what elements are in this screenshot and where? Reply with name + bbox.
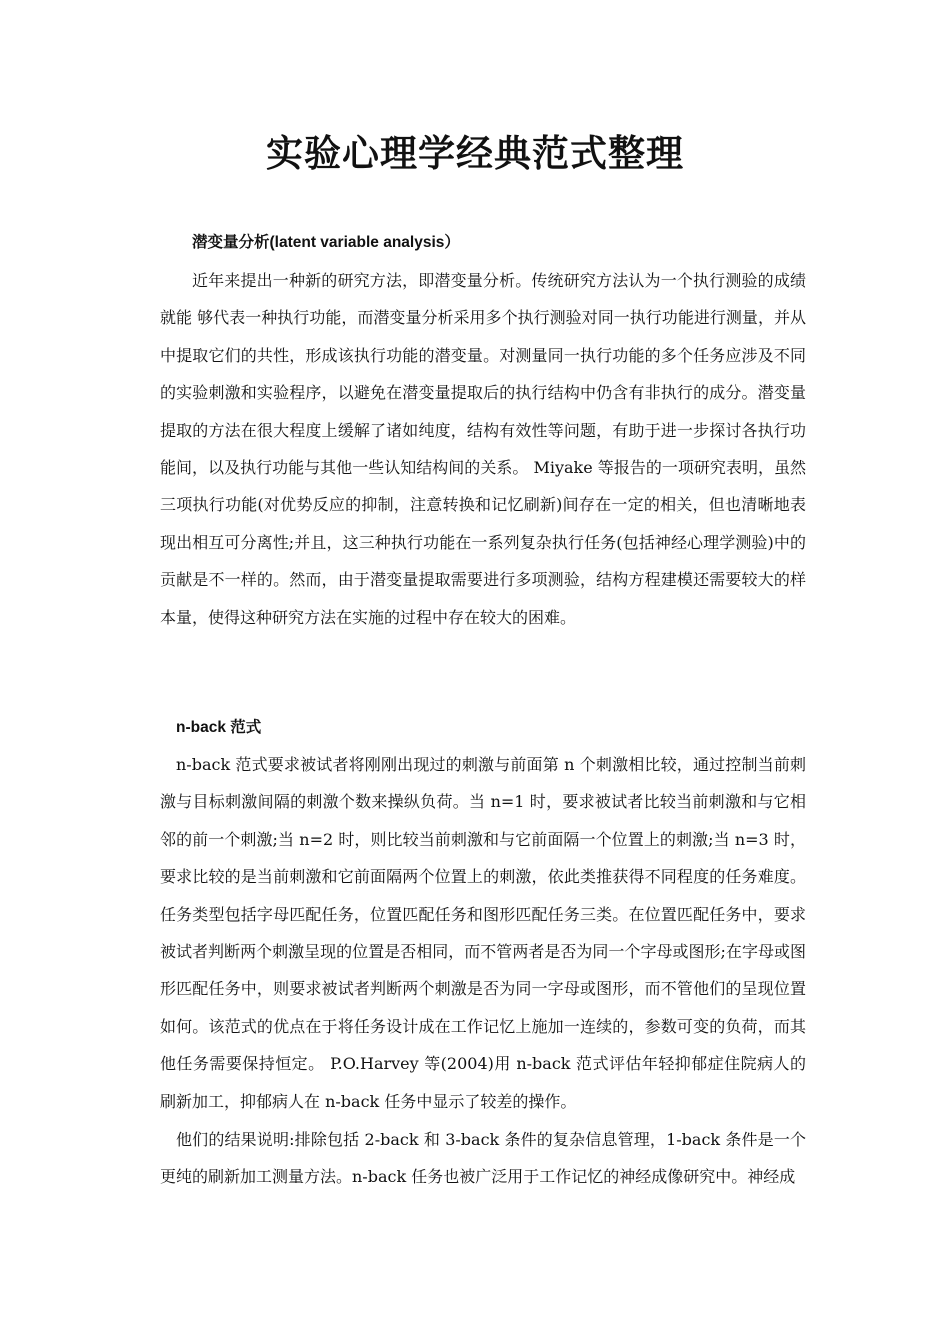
paragraph-n-back-2: 他们的结果说明:排除包括 2-back 和 3-back 条件的复杂信息管理，1-back 条件是一个更纯的刷新加工测量方法。n-back 任务也被广泛用于工作记忆的神经成像研究中。神经成 bbox=[160, 1130, 806, 1187]
paragraph-n-back-1: n-back 范式要求被试者将刚刚出现过的刺激与前面第 n 个刺激相比较，通过控制当前刺激与目标刺激间隔的刺激个数来操纵负荷。当 n=1 时，要求被试者比较当前刺激和与它相邻的前一个刺激;当 n=2 时，则比较当前刺激和与它前面隔一个位置上的刺激;当 n=3 时，要求比较的是当前刺激和它前面隔两个位置上的刺激，依此类推获得不同程度的任务难度。任务类型包括字母匹配任务，位置匹配任务和图形匹配任务三类。在位置匹配任务中，要求被试者判断两个刺激呈现的位置是否相同，而不管两者是否为同一个字母或图形;在字母或图形匹配任务中，则要求被试者判断两个刺激是否为同一字母或图形，而不管他们的呈现位置如何。该范式的优点在于将任务设计成在工作记忆上施加一连续的，参数可变的负荷，而其他任务需要保持恒定。 P.O.Harvey 等(2004)用 n-back 范式评估年轻抑郁症住院病人的刷新加工，抑郁病人在 n-back 任务中显示了较差的操作。 bbox=[160, 755, 806, 1111]
section-heading-latent-variable: 潜变量分析(latent variable analysis） bbox=[192, 234, 460, 251]
paragraph-latent-variable: 近年来提出一种新的研究方法，即潜变量分析。传统研究方法认为一个执行测验的成绩就能 够代表一种执行功能，而潜变量分析采用多个执行测验对同一执行功能进行测量，并从中提取它们的共性，形成该执行功能的潜变量。对测量同一执行功能的多个任务应涉及不同的实验刺激和实验程序，以避免在潜变量提取后的执行结构中仍含有非执行的成分。潜变量提取的方法在很大程度上缓解了诸如纯度，结构有效性等问题，有助于进一步探讨各执行功能间，以及执行功能与其他一些认知结构间的关系。 Miyake 等报告的一项研究表明，虽然三项执行功能(对优势反应的抑制，注意转换和记忆刷新)间存在一定的相关，但也清晰地表现出相互可分离性;并且，这三种执行功能在一系列复杂执行任务(包括神经心理学测验)中的贡献是不一样的。然而，由于潜变量提取需要进行多项测验，结构方程建模还需要较大的样本量，使得这种研究方法在实施的过程中存在较大的困难。 bbox=[160, 271, 806, 627]
section-heading-n-back: n-back 范式 bbox=[176, 719, 262, 736]
page-title: 实验心理学经典范式整理 bbox=[266, 131, 684, 175]
